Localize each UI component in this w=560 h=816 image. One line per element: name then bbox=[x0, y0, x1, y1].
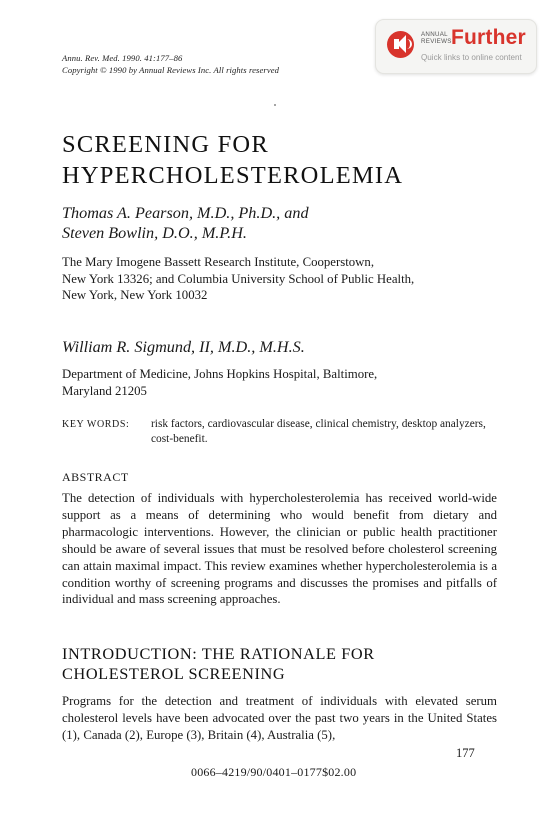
article-title-line-2: HYPERCHOLESTEROLEMIA bbox=[62, 162, 404, 189]
abstract-heading: ABSTRACT bbox=[62, 470, 129, 484]
author-line-3: William R. Sigmund, II, M.D., M.H.S. bbox=[62, 338, 305, 356]
section-heading-line-1: INTRODUCTION: THE RATIONALE FOR bbox=[62, 644, 375, 663]
further-label: Further bbox=[451, 26, 526, 49]
annual-reviews-label: ANNUAL REVIEWS bbox=[421, 31, 452, 45]
keywords-label: KEY WORDS: bbox=[62, 419, 130, 430]
citation-line-2: Copyright © 1990 by Annual Reviews Inc. All rights reserved bbox=[62, 65, 280, 75]
author-line-1: Thomas A. Pearson, M.D., Ph.D., and bbox=[62, 204, 309, 222]
section-heading-line-2: CHOLESTEROL SCREENING bbox=[62, 664, 286, 683]
issn-line: 0066–4219/90/0401–0177$02.00 bbox=[191, 765, 357, 779]
page-number: 177 bbox=[456, 746, 475, 760]
speck bbox=[274, 104, 276, 106]
quick-links-label: Quick links to online content bbox=[421, 53, 522, 62]
speaker-icon bbox=[387, 31, 414, 58]
article-title-line-1: SCREENING FOR bbox=[62, 131, 269, 158]
keywords-text: risk factors, cardiovascular disease, clinical chemistry, desktop analyzers, cost-benefit. bbox=[151, 418, 486, 445]
introduction-body: Programs for the detection and treatment of individuals with elevated serum cholesterol levels have been advocated over the past two years in the United States (1), Canada (2), Europe (3), Britain (4), Australia (5), bbox=[62, 694, 497, 742]
citation-line-1: Annu. Rev. Med. 1990. 41:177–86 bbox=[62, 53, 183, 63]
abstract-body: The detection of individuals with hypercholesterolemia has received world-wide support as a means of determining who would benefit from dietary and pharmacologic interventions. However, the clinician or public health practitioner should be aware of several issues that must be resolved before cholesterol screening can attain maximal impact. This review examines whether hypercholesterolemia is a condition worthy of screening programs and discusses the promises and pitfalls of individual and mass screening approaches. bbox=[62, 491, 497, 607]
affiliation-1: The Mary Imogene Bassett Research Institute, Cooperstown, New York 13326; and Columbia University School of Public Health, New York, New York 10032 bbox=[62, 255, 415, 303]
affiliation-2: Department of Medicine, Johns Hopkins Hospital, Baltimore, Maryland 21205 bbox=[62, 367, 378, 398]
author-line-2: Steven Bowlin, D.O., M.P.H. bbox=[62, 224, 247, 242]
further-badge[interactable] bbox=[375, 19, 537, 74]
